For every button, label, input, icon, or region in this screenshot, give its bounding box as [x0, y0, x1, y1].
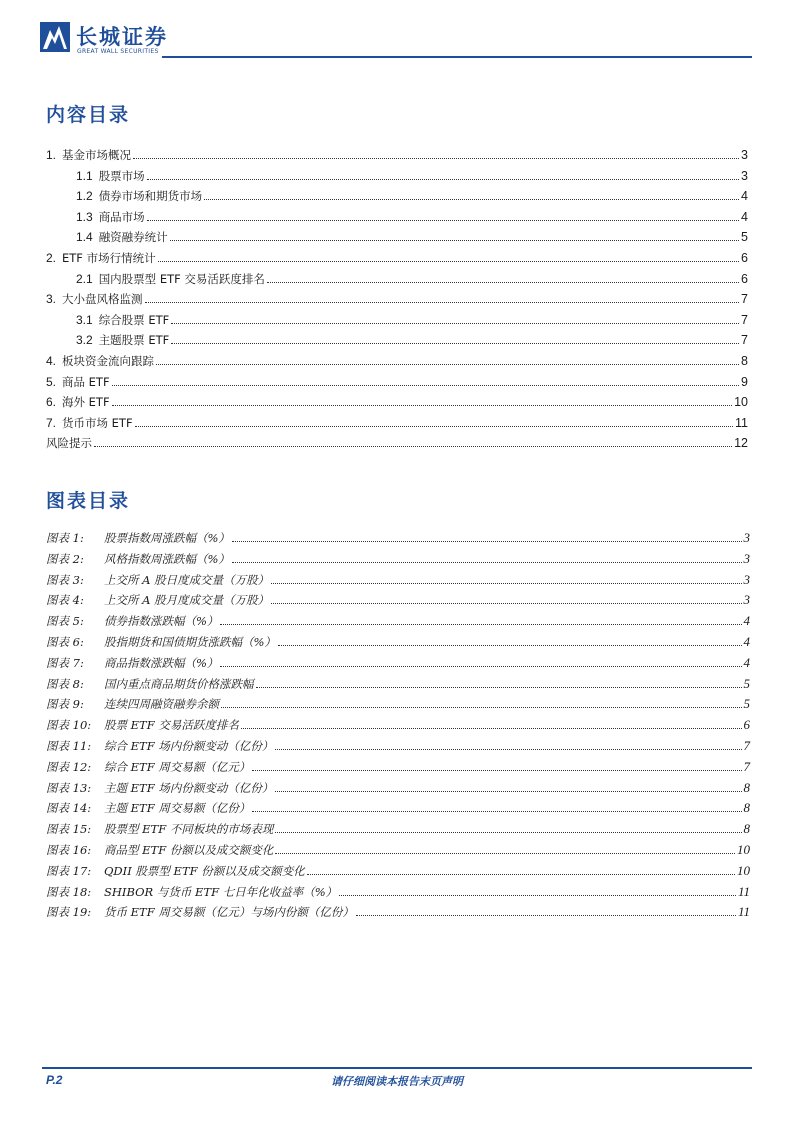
- figure-entry[interactable]: [46, 570, 750, 588]
- toc-entry[interactable]: [76, 166, 748, 184]
- toc-entry-page: 10: [734, 395, 748, 410]
- figure-entry-page: 3: [743, 571, 750, 587]
- toc-entry-number: 4.: [46, 354, 57, 368]
- dot-leader: [275, 791, 741, 792]
- figure-entry-label: 图表 14:: [46, 801, 92, 816]
- figure-entry-page: 4: [743, 613, 750, 629]
- figure-entry-title: 国内重点商品期货价格涨跌幅: [104, 676, 254, 691]
- toc-entry-page: 5: [741, 230, 748, 245]
- toc-entry-page: 3: [741, 148, 748, 162]
- figure-index-title: 图表目录: [46, 490, 131, 512]
- figure-entry-title: 综合 ETF 场内份额变动（亿份）: [104, 739, 274, 753]
- toc-entry-number: 1.1: [76, 168, 93, 183]
- figure-entry-page: 3: [743, 530, 750, 545]
- footer-divider: [42, 1067, 752, 1069]
- toc-entry-page: 3: [741, 168, 748, 183]
- dot-leader: [256, 687, 742, 688]
- figure-entry[interactable]: [46, 840, 750, 858]
- dot-leader: [275, 853, 735, 854]
- toc-entry-number: 5.: [46, 374, 57, 389]
- toc-entry-page: 4: [741, 189, 748, 204]
- figure-entry-page: 7: [743, 738, 750, 753]
- figure-entry-title: 股票指数周涨跌幅（%）: [104, 531, 230, 545]
- toc-entry-title: 海外 ETF: [62, 395, 110, 410]
- figure-entry-label: 图表 17:: [46, 863, 92, 878]
- dot-leader: [135, 426, 733, 427]
- dot-leader: [307, 874, 735, 875]
- toc-entry[interactable]: [46, 372, 748, 390]
- toc-entry[interactable]: [46, 413, 748, 431]
- toc-entry-number: 1.: [46, 148, 57, 162]
- dot-leader: [156, 364, 739, 365]
- figure-entry-label: 图表 8:: [46, 676, 84, 691]
- dot-leader: [232, 541, 742, 542]
- figure-entry-label: 图表 2:: [46, 551, 84, 566]
- figure-entry[interactable]: [46, 611, 750, 629]
- figure-entry-page: 3: [743, 592, 750, 608]
- toc-entry-number: 1.4: [76, 230, 93, 245]
- toc-entry-page: 7: [741, 292, 748, 307]
- figure-entry-page: 8: [743, 800, 750, 816]
- figure-entry-title: 货币 ETF 周交易额（亿元）与场内份额（亿份）: [104, 905, 354, 920]
- toc-entry-title: 债券市场和期货市场: [98, 189, 203, 204]
- figure-entry-label: 图表 18:: [46, 884, 92, 899]
- figure-entry-page: 3: [743, 550, 750, 566]
- great-wall-logo-icon: [40, 22, 70, 52]
- figure-entry-title: 风格指数周涨跌幅（%）: [104, 551, 230, 566]
- dot-leader: [252, 770, 741, 771]
- figure-entry-label: 图表 13:: [46, 780, 92, 795]
- toc-entry[interactable]: [76, 186, 748, 204]
- figure-entry-label: 图表 15:: [46, 822, 92, 837]
- figure-entry-title: 股票型 ETF 不同板块的市场表现: [104, 822, 274, 837]
- figure-entry-title: 商品型 ETF 份额以及成交额变化: [104, 843, 274, 857]
- figure-entry[interactable]: [46, 632, 750, 650]
- toc-entry[interactable]: [76, 207, 748, 225]
- toc-entry-page: 7: [741, 312, 748, 327]
- dot-leader: [241, 728, 742, 729]
- disclaimer-note: 请仔细阅读本报告末页声明: [331, 1075, 463, 1088]
- figure-entry[interactable]: [46, 715, 750, 733]
- toc-entry-page: 4: [741, 209, 748, 224]
- company-logo: [40, 22, 170, 58]
- toc-entry-title: 风险提示: [46, 436, 92, 451]
- figure-entry-title: 主题 ETF 周交易额（亿份）: [104, 801, 251, 816]
- toc-entry-title: 基金市场概况: [62, 148, 132, 162]
- toc-entry-number: 1.3: [76, 209, 93, 224]
- toc-entry-title: ETF 市场行情统计: [62, 251, 156, 265]
- toc-entry[interactable]: [46, 145, 748, 163]
- dot-leader: [94, 446, 732, 447]
- dot-leader: [147, 220, 739, 221]
- dot-leader: [221, 707, 742, 708]
- dot-leader: [133, 158, 739, 159]
- figure-entry-page: 10: [737, 842, 750, 857]
- figure-entry-page: 11: [737, 883, 750, 899]
- toc-entry-number: 7.: [46, 415, 57, 430]
- dot-leader: [275, 749, 741, 750]
- figure-entry-page: 6: [743, 717, 750, 733]
- figure-entry-title: 股指期货和国债期货涨跌幅（%）: [104, 635, 276, 649]
- dot-leader: [275, 832, 741, 833]
- figure-entry-page: 8: [743, 779, 750, 795]
- toc-entry-page: 6: [741, 251, 748, 265]
- dot-leader: [158, 261, 739, 262]
- dot-leader: [112, 385, 739, 386]
- figure-entry-label: 图表 9:: [46, 697, 84, 712]
- figure-entry-title: 主题 ETF 场内份额变动（亿份）: [104, 780, 274, 795]
- toc-entry-title: 股票市场: [98, 168, 145, 183]
- toc-entry-title: 综合股票 ETF: [98, 312, 170, 327]
- figure-entry-title: 连续四周融资融券余额: [104, 697, 219, 712]
- dot-leader: [232, 562, 742, 563]
- toc-entry-number: 1.2: [76, 189, 93, 204]
- figure-entry[interactable]: [46, 653, 750, 671]
- toc-entry-title: 融资融券统计: [98, 230, 168, 245]
- figure-entry-label: 图表 7:: [46, 655, 84, 670]
- toc-entry-number: 2.: [46, 251, 57, 265]
- dot-leader: [271, 583, 741, 584]
- page-number: P.2: [46, 1073, 63, 1087]
- figure-entry-label: 图表 6:: [46, 635, 84, 649]
- figure-entry-page: 4: [743, 654, 750, 670]
- figure-entry-page: 10: [737, 862, 750, 878]
- toc-entry-title: 主题股票 ETF: [98, 333, 170, 348]
- figure-entry[interactable]: [46, 819, 750, 837]
- dot-leader: [339, 895, 736, 896]
- figure-entry-label: 图表 12:: [46, 759, 92, 774]
- figure-entry-title: 上交所 A 股日度成交量（万股）: [104, 572, 270, 587]
- figure-entry-label: 图表 3:: [46, 572, 84, 587]
- logo-chinese-name: 长城证券: [76, 24, 168, 49]
- dot-leader: [171, 323, 739, 324]
- figure-entry[interactable]: [46, 549, 750, 567]
- toc-entry[interactable]: [76, 269, 748, 287]
- figure-entry-label: 图表 11:: [46, 739, 92, 753]
- dot-leader: [220, 624, 741, 625]
- figure-entry-label: 图表 1:: [46, 531, 84, 545]
- dot-leader: [147, 179, 739, 180]
- toc-entry-title: 国内股票型 ETF 交易活跃度排名: [98, 271, 265, 286]
- dot-leader: [145, 302, 740, 303]
- toc-entry[interactable]: [46, 289, 748, 307]
- toc-entry-number: 6.: [46, 395, 57, 410]
- dot-leader: [271, 603, 741, 604]
- figure-entry-title: 上交所 A 股月度成交量（万股）: [104, 593, 270, 608]
- figure-entry-page: 5: [743, 696, 750, 712]
- toc-entry-page: 7: [741, 333, 748, 348]
- figure-entry-page: 7: [743, 758, 750, 774]
- toc-entry-title: 大小盘风格监测: [62, 292, 143, 307]
- figure-entry-label: 图表 5:: [46, 614, 84, 629]
- figure-entry-page: 4: [743, 634, 750, 649]
- toc-entry-number: 3.: [46, 292, 57, 307]
- figure-entry-page: 5: [743, 675, 750, 691]
- toc-entry-title: 商品 ETF: [62, 374, 110, 389]
- figure-entry[interactable]: [46, 778, 750, 796]
- figure-entry-label: 图表 16:: [46, 843, 92, 857]
- dot-leader: [171, 343, 739, 344]
- figure-entry[interactable]: [46, 902, 750, 920]
- figure-entry[interactable]: [46, 757, 750, 775]
- logo-english-name: GREAT WALL SECURITIES: [77, 48, 159, 55]
- dot-leader: [204, 199, 739, 200]
- dot-leader: [220, 666, 741, 667]
- figure-entry[interactable]: [46, 736, 750, 754]
- toc-entry-title: 板块资金流向跟踪: [62, 354, 155, 368]
- toc-entry[interactable]: [46, 433, 748, 451]
- toc-entry-page: 11: [735, 415, 748, 430]
- toc-entry-number: 3.2: [76, 333, 93, 348]
- dot-leader: [252, 811, 741, 812]
- figure-entry-title: 债券指数涨跌幅（%）: [104, 614, 219, 629]
- toc-entry-page: 9: [741, 374, 748, 389]
- figure-entry-title: QDII 股票型 ETF 份额以及成交额变化: [104, 863, 305, 878]
- figure-entry-label: 图表 19:: [46, 905, 92, 920]
- figure-entry[interactable]: [46, 590, 750, 608]
- figure-entry-label: 图表 10:: [46, 718, 92, 733]
- header-divider: [162, 56, 752, 58]
- figure-entry-page: 8: [743, 821, 750, 837]
- figure-entry[interactable]: [46, 798, 750, 816]
- toc-entry-page: 6: [741, 271, 748, 286]
- toc-entry-title: 货币市场 ETF: [62, 415, 133, 430]
- page-header: [0, 0, 794, 60]
- dot-leader: [278, 645, 742, 646]
- figure-entry[interactable]: [46, 861, 750, 879]
- figure-entry-title: 商品指数涨跌幅（%）: [104, 655, 219, 670]
- toc-entry[interactable]: [46, 248, 748, 266]
- figure-entry[interactable]: [46, 528, 750, 546]
- dot-leader: [267, 282, 739, 283]
- toc-entry[interactable]: [76, 310, 748, 328]
- figure-entry[interactable]: [46, 674, 750, 692]
- figure-entry-title: SHIBOR 与货币 ETF 七日年化收益率（%）: [104, 884, 338, 899]
- toc-entry-page: 12: [734, 436, 748, 451]
- figure-entry-title: 股票 ETF 交易活跃度排名: [104, 718, 239, 733]
- figure-entry[interactable]: [46, 882, 750, 900]
- toc-entry-page: 8: [741, 354, 748, 368]
- toc-entry[interactable]: [76, 330, 748, 348]
- toc-entry-number: 3.1: [76, 312, 93, 327]
- toc-entry[interactable]: [46, 351, 748, 369]
- figure-entry-title: 综合 ETF 周交易额（亿元）: [104, 759, 251, 774]
- toc-title: 内容目录: [46, 104, 131, 126]
- toc-entry-number: 2.1: [76, 271, 93, 286]
- toc-entry[interactable]: [76, 227, 748, 245]
- figure-entry-label: 图表 4:: [46, 593, 84, 608]
- dot-leader: [170, 240, 739, 241]
- figure-entry[interactable]: [46, 694, 750, 712]
- toc-entry[interactable]: [46, 392, 748, 410]
- dot-leader: [356, 915, 736, 916]
- dot-leader: [112, 405, 733, 406]
- toc-entry-title: 商品市场: [98, 209, 145, 224]
- figure-entry-page: 11: [737, 904, 750, 920]
